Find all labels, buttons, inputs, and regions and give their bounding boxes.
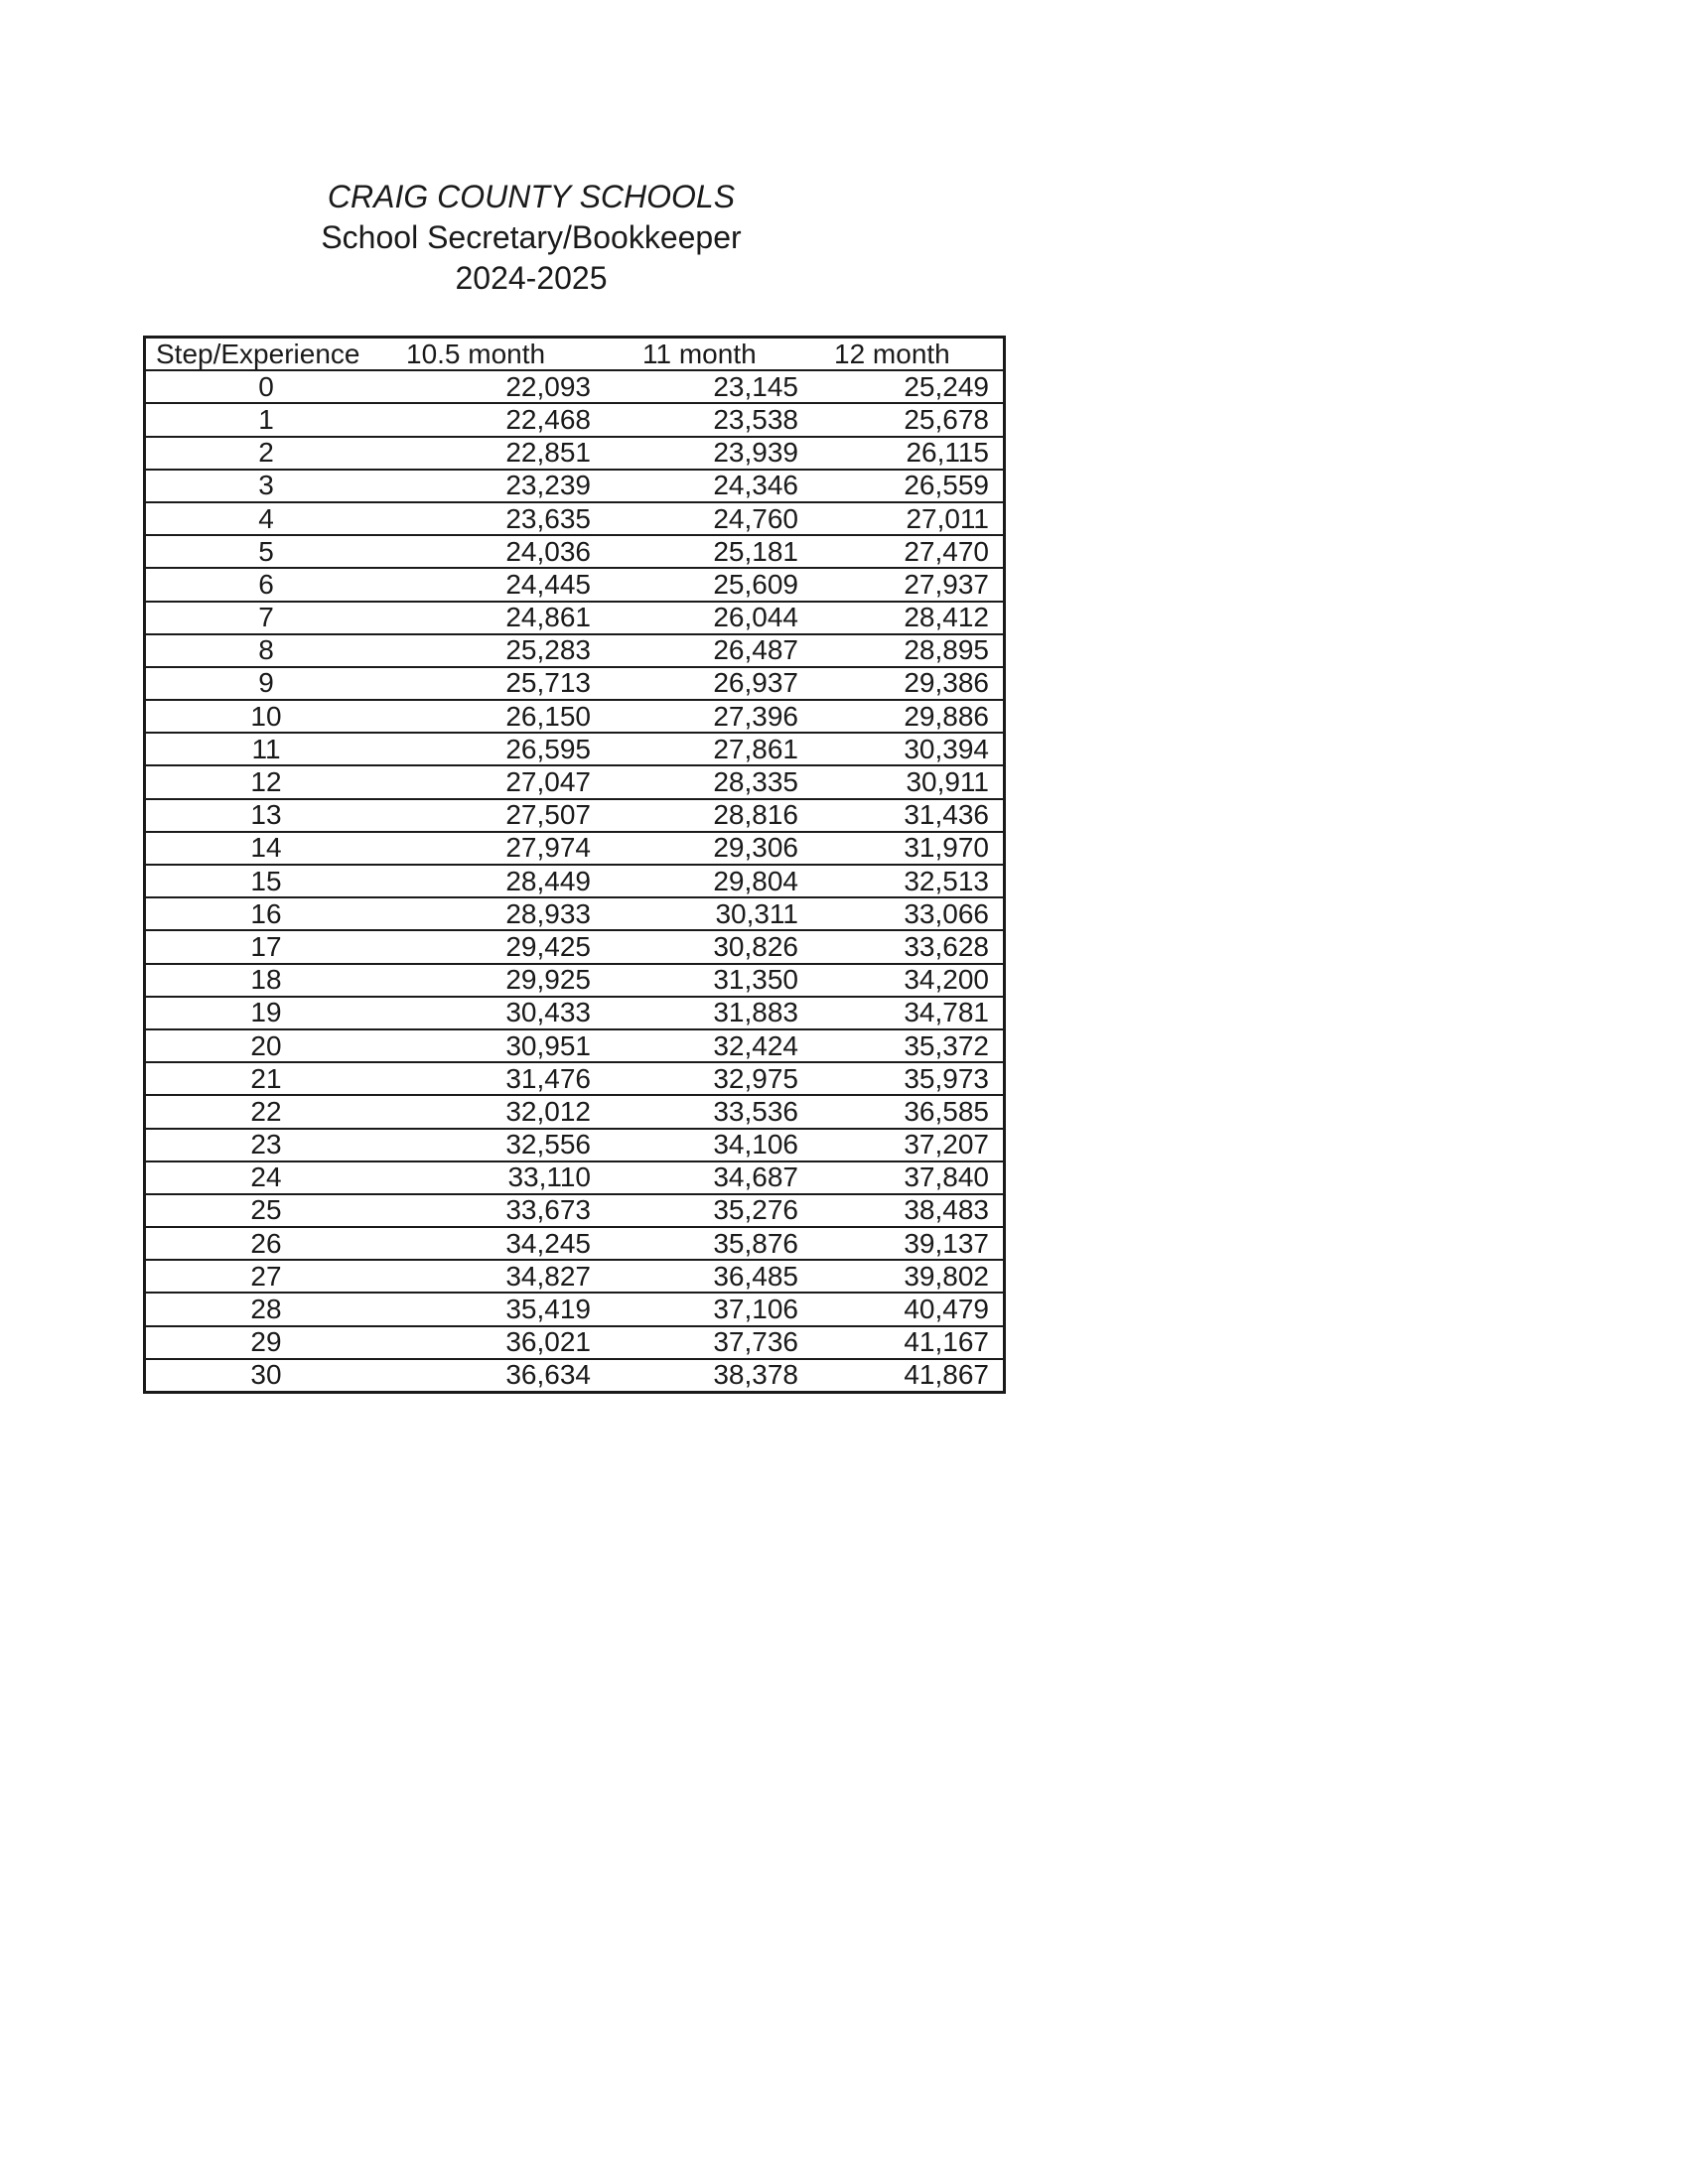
salary-12-month-cell: 25,678 (812, 403, 1005, 436)
step-cell: 14 (145, 832, 387, 865)
salary-12-month-cell: 33,628 (812, 930, 1005, 963)
salary-10-5-month-cell: 33,673 (386, 1194, 605, 1227)
salary-schedule-table (143, 336, 1006, 1394)
table-row (145, 930, 1005, 963)
salary-10-5-month-cell: 34,827 (386, 1260, 605, 1293)
table-row (145, 667, 1005, 700)
salary-12-month-cell: 41,867 (904, 1359, 989, 1391)
salary-12-month-cell: 29,886 (812, 700, 1005, 733)
salary-10-5-month-cell: 29,925 (386, 964, 605, 997)
salary-10-5-month-cell: 24,861 (386, 602, 605, 634)
step-cell: 2 (145, 437, 387, 470)
salary-10-5-month-cell: 30,951 (386, 1029, 605, 1062)
salary-11-month-cell: 23,145 (605, 370, 812, 403)
salary-12-month-cell: 33,066 (812, 897, 1005, 930)
step-cell: 20 (145, 1029, 387, 1062)
column-header-step: Step/Experience (145, 338, 387, 371)
salary-10-5-month-cell: 25,283 (386, 634, 605, 667)
salary-12-month-cell: 27,937 (812, 568, 1005, 601)
table-body (145, 370, 1005, 1392)
step-cell: 12 (145, 765, 387, 798)
salary-12-month-cell: 40,479 (812, 1293, 1005, 1325)
salary-11-month-cell: 36,485 (605, 1260, 812, 1293)
column-header-11-month: 11 month (605, 338, 812, 371)
table-row (145, 470, 1005, 502)
table-row (145, 1095, 1005, 1128)
salary-10-5-month-cell: 23,635 (386, 502, 605, 535)
table-row (145, 1359, 1005, 1393)
table-row (145, 568, 1005, 601)
step-cell: 23 (145, 1129, 387, 1161)
salary-11-month-cell: 31,350 (605, 964, 812, 997)
salary-11-month-cell: 24,760 (605, 502, 812, 535)
salary-10-5-month-cell: 29,425 (386, 930, 605, 963)
salary-10-5-month-cell: 26,150 (386, 700, 605, 733)
salary-11-month-cell: 30,311 (605, 897, 812, 930)
salary-12-month-cell: 38,483 (812, 1194, 1005, 1227)
table-row (145, 1293, 1005, 1325)
salary-11-month-cell: 33,536 (605, 1095, 812, 1128)
salary-10-5-month-cell: 22,468 (386, 403, 605, 436)
salary-12-month-cell: 37,840 (812, 1161, 1005, 1194)
table-row (145, 765, 1005, 798)
page-header (288, 177, 774, 299)
salary-10-5-month-cell: 25,713 (386, 667, 605, 700)
table-row (145, 700, 1005, 733)
table-row (145, 733, 1005, 765)
step-cell: 18 (145, 964, 387, 997)
salary-11-month-cell: 35,276 (605, 1194, 812, 1227)
salary-12-month-cell: 34,200 (812, 964, 1005, 997)
salary-11-month-cell: 37,736 (605, 1326, 812, 1359)
step-cell: 21 (145, 1062, 387, 1095)
step-cell: 24 (145, 1161, 387, 1194)
salary-12-month-cell: 35,372 (812, 1029, 1005, 1062)
step-cell: 5 (145, 535, 387, 568)
salary-10-5-month-cell: 26,595 (386, 733, 605, 765)
salary-10-5-month-cell: 27,507 (386, 799, 605, 832)
salary-11-month-cell: 30,826 (605, 930, 812, 963)
step-cell: 0 (145, 370, 387, 403)
step-cell: 8 (145, 634, 387, 667)
salary-12-month-cell: 32,513 (812, 865, 1005, 897)
salary-11-month-cell: 23,538 (605, 403, 812, 436)
table-row (145, 1194, 1005, 1227)
salary-10-5-month-cell: 33,110 (386, 1161, 605, 1194)
salary-11-month-cell: 27,861 (605, 733, 812, 765)
table-row (145, 370, 1005, 403)
step-cell: 27 (145, 1260, 387, 1293)
salary-10-5-month-cell: 31,476 (386, 1062, 605, 1095)
step-cell: 25 (145, 1194, 387, 1227)
table-row (145, 865, 1005, 897)
salary-11-month-cell: 29,306 (605, 832, 812, 865)
school-year: 2024-2025 (455, 260, 608, 296)
salary-11-month-cell: 31,883 (605, 997, 812, 1029)
table-row (145, 799, 1005, 832)
salary-12-month-cell: 35,973 (812, 1062, 1005, 1095)
organization-title: CRAIG COUNTY SCHOOLS (327, 179, 736, 214)
salary-10-5-month-cell: 34,245 (386, 1227, 605, 1260)
salary-11-month-cell: 28,335 (605, 765, 812, 798)
step-cell: 4 (145, 502, 387, 535)
salary-10-5-month-cell: 28,449 (386, 865, 605, 897)
table-row (145, 832, 1005, 865)
salary-12-month-cell: 41,167 (812, 1326, 1005, 1359)
table-row (145, 403, 1005, 436)
step-cell: 30 (250, 1359, 282, 1391)
salary-12-month-cell: 27,470 (812, 535, 1005, 568)
salary-12-month-cell: 26,559 (812, 470, 1005, 502)
salary-10-5-month-cell: 30,433 (386, 997, 605, 1029)
step-cell: 13 (145, 799, 387, 832)
salary-12-month-cell: 31,970 (812, 832, 1005, 865)
salary-11-month-cell: 28,816 (605, 799, 812, 832)
salary-10-5-month-cell: 36,021 (386, 1326, 605, 1359)
salary-11-month-cell: 35,876 (605, 1227, 812, 1260)
salary-12-month-cell: 37,207 (812, 1129, 1005, 1161)
salary-11-month-cell: 25,181 (605, 535, 812, 568)
table-row (145, 964, 1005, 997)
salary-12-month-cell: 36,585 (812, 1095, 1005, 1128)
position-title: School Secretary/Bookkeeper (321, 219, 742, 255)
column-header-10-5-month: 10.5 month (386, 338, 605, 371)
salary-12-month-cell: 28,895 (812, 634, 1005, 667)
salary-10-5-month-cell: 24,036 (386, 535, 605, 568)
table-header-row (145, 338, 1005, 371)
table-row (145, 602, 1005, 634)
salary-10-5-month-cell: 27,974 (386, 832, 605, 865)
salary-11-month-cell: 34,106 (605, 1129, 812, 1161)
salary-11-month-cell: 26,044 (605, 602, 812, 634)
table-row (145, 502, 1005, 535)
step-cell: 6 (145, 568, 387, 601)
salary-12-month-cell: 30,394 (812, 733, 1005, 765)
step-cell: 11 (145, 733, 387, 765)
step-cell: 22 (145, 1095, 387, 1128)
salary-11-month-cell: 26,937 (605, 667, 812, 700)
step-cell: 28 (145, 1293, 387, 1325)
step-cell: 9 (145, 667, 387, 700)
salary-11-month-cell: 29,804 (605, 865, 812, 897)
column-header-12-month: 12 month (812, 338, 1005, 371)
step-cell: 17 (145, 930, 387, 963)
salary-12-month-cell: 26,115 (812, 437, 1005, 470)
salary-11-month-cell: 34,687 (605, 1161, 812, 1194)
table-row (145, 1129, 1005, 1161)
step-cell: 3 (145, 470, 387, 502)
salary-12-month-cell: 28,412 (812, 602, 1005, 634)
table-row (145, 997, 1005, 1029)
salary-11-month-cell: 37,106 (605, 1293, 812, 1325)
table-row (145, 1326, 1005, 1359)
salary-12-month-cell: 31,436 (812, 799, 1005, 832)
salary-12-month-cell: 25,249 (812, 370, 1005, 403)
salary-10-5-month-cell: 27,047 (386, 765, 605, 798)
salary-10-5-month-cell: 32,556 (386, 1129, 605, 1161)
step-cell: 10 (145, 700, 387, 733)
table-row (145, 634, 1005, 667)
salary-12-month-cell: 39,802 (812, 1260, 1005, 1293)
salary-11-month-cell: 32,975 (605, 1062, 812, 1095)
salary-10-5-month-cell: 36,634 (505, 1359, 591, 1391)
salary-11-month-cell: 24,346 (605, 470, 812, 502)
table-row (145, 1260, 1005, 1293)
salary-12-month-cell: 27,011 (812, 502, 1005, 535)
table-row (145, 897, 1005, 930)
salary-12-month-cell: 30,911 (812, 765, 1005, 798)
salary-11-month-cell: 27,396 (605, 700, 812, 733)
table-row (145, 1062, 1005, 1095)
table-row (145, 1029, 1005, 1062)
salary-10-5-month-cell: 23,239 (386, 470, 605, 502)
step-cell: 29 (145, 1326, 387, 1359)
salary-10-5-month-cell: 35,419 (386, 1293, 605, 1325)
salary-10-5-month-cell: 24,445 (386, 568, 605, 601)
salary-11-month-cell: 32,424 (605, 1029, 812, 1062)
salary-10-5-month-cell: 32,012 (386, 1095, 605, 1128)
salary-12-month-cell: 29,386 (812, 667, 1005, 700)
step-cell: 26 (145, 1227, 387, 1260)
salary-10-5-month-cell: 22,851 (386, 437, 605, 470)
step-cell: 16 (145, 897, 387, 930)
salary-11-month-cell: 26,487 (605, 634, 812, 667)
table-row (145, 535, 1005, 568)
step-cell: 19 (145, 997, 387, 1029)
salary-10-5-month-cell: 22,093 (386, 370, 605, 403)
salary-12-month-cell: 34,781 (812, 997, 1005, 1029)
table-row (145, 1161, 1005, 1194)
salary-11-month-cell: 23,939 (605, 437, 812, 470)
table-row (145, 1227, 1005, 1260)
salary-11-month-cell: 25,609 (605, 568, 812, 601)
step-cell: 7 (145, 602, 387, 634)
step-cell: 1 (145, 403, 387, 436)
salary-10-5-month-cell: 28,933 (386, 897, 605, 930)
table-row (145, 437, 1005, 470)
step-cell: 15 (145, 865, 387, 897)
salary-11-month-cell: 38,378 (713, 1359, 798, 1391)
salary-12-month-cell: 39,137 (812, 1227, 1005, 1260)
